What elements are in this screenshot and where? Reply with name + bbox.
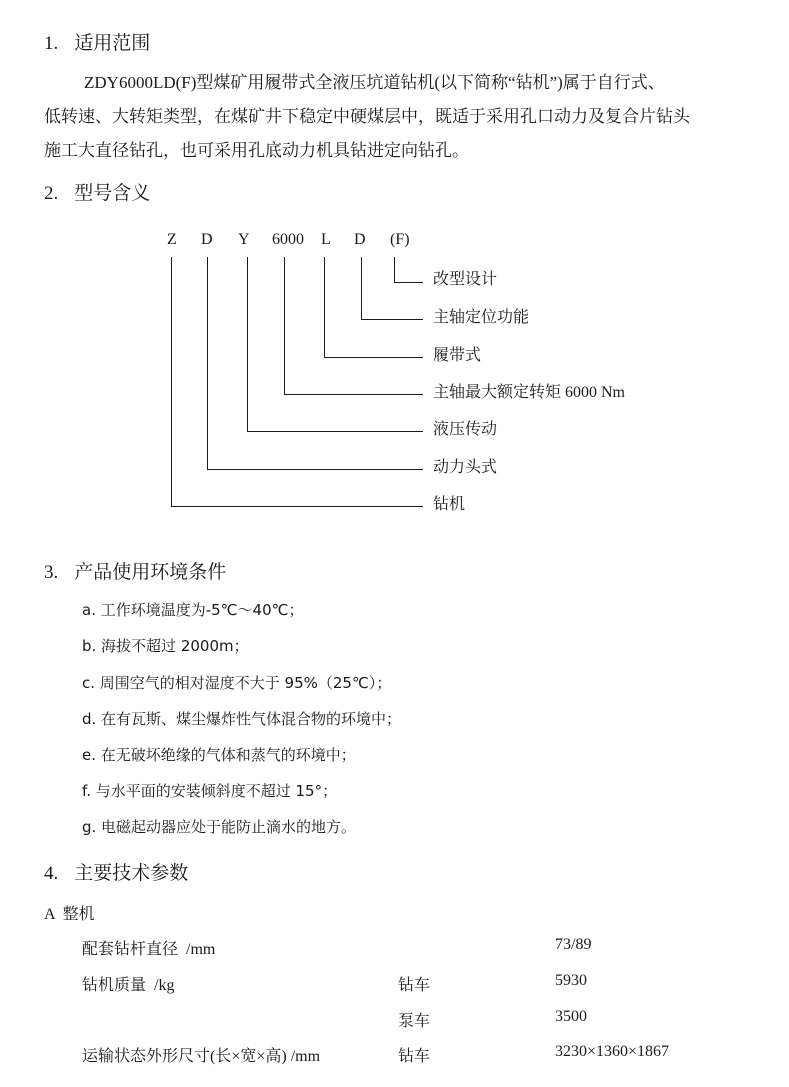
connector-line: [361, 319, 423, 320]
param-value: 73/89: [555, 936, 592, 953]
param-unit: 钻车: [398, 977, 431, 994]
list-item: f. 与水平面的安装倾斜度不超过 15°；: [82, 782, 338, 800]
code-part: L: [321, 231, 331, 248]
connector-line: [247, 257, 248, 432]
meaning-label: 履带式: [433, 347, 482, 364]
connector-line: [207, 469, 423, 470]
connector-line: [171, 257, 172, 507]
paragraph-line: ZDY6000LD(F)型煤矿用履带式全液压坑道钻机(以下简称“钻机”)属于自行式、: [84, 73, 665, 92]
connector-line: [284, 257, 285, 395]
list-item: a. 工作环境温度为-5℃～40℃；: [82, 601, 304, 619]
list-item: b. 海拔不超过 2000m；: [82, 637, 249, 655]
subsection-heading: A 整机: [44, 906, 95, 923]
meaning-label: 主轴定位功能: [433, 309, 530, 326]
section-number: 1.: [44, 33, 59, 54]
code-part: Z: [167, 231, 177, 248]
section-title: 产品使用环境条件: [74, 561, 227, 583]
connector-line: [394, 282, 423, 283]
connector-line: [247, 431, 423, 432]
connector-line: [361, 257, 362, 320]
param-unit: 泵车: [398, 1013, 431, 1030]
param-value: 5930: [555, 972, 587, 989]
param-value: 3230×1360×1867: [555, 1043, 670, 1060]
connector-line: [394, 257, 395, 283]
param-name: 运输状态外形尺寸(长×宽×高) /mm: [82, 1048, 321, 1065]
meaning-label: 主轴最大额定转矩 6000 Nm: [433, 384, 626, 401]
param-name: 配套钻杆直径 /mm: [82, 941, 216, 958]
meaning-label: 动力头式: [433, 459, 498, 476]
section-title: 主要技术参数: [74, 862, 189, 884]
paragraph-line: 施工大直径钻孔，也可采用孔底动力机具钻进定向钻孔。: [44, 141, 469, 160]
code-part: D: [201, 231, 213, 248]
section-2-heading: [44, 178, 150, 205]
meaning-label: 改型设计: [433, 271, 498, 288]
section-number: 4.: [44, 863, 59, 884]
section-title: 适用范围: [74, 32, 151, 54]
connector-line: [207, 257, 208, 470]
code-part: D: [354, 231, 366, 248]
list-item: d. 在有瓦斯、煤尘爆炸性气体混合物的环境中；: [82, 710, 402, 728]
section-number: 2.: [44, 183, 59, 204]
section-3-heading: [44, 557, 226, 584]
code-part: Y: [238, 231, 250, 248]
meaning-label: 液压传动: [433, 421, 498, 438]
paragraph-line: 低转速、大转矩类型，在煤矿井下稳定中硬煤层中，既适于采用孔口动力及复合片钻头: [44, 107, 690, 126]
connector-line: [324, 257, 325, 358]
code-part: (F): [390, 231, 410, 248]
connector-line: [284, 394, 423, 395]
section-title: 型号含义: [74, 182, 151, 204]
section-4-heading: [44, 858, 188, 885]
meaning-label: 钻机: [433, 496, 466, 513]
list-item: c. 周围空气的相对湿度不大于 95%（25℃）；: [82, 674, 392, 692]
connector-line: [324, 357, 423, 358]
section-1-heading: [44, 28, 150, 55]
param-value: 3500: [555, 1008, 587, 1025]
code-part: 6000: [272, 231, 304, 248]
param-unit: 钻车: [398, 1048, 431, 1065]
list-item: g. 电磁起动器应处于能防止滴水的地方。: [82, 818, 357, 836]
section-number: 3.: [44, 562, 59, 583]
connector-line: [171, 506, 423, 507]
param-name: 钻机质量 /kg: [82, 977, 175, 994]
list-item: e. 在无破坏绝缘的气体和蒸气的环境中；: [82, 746, 356, 764]
